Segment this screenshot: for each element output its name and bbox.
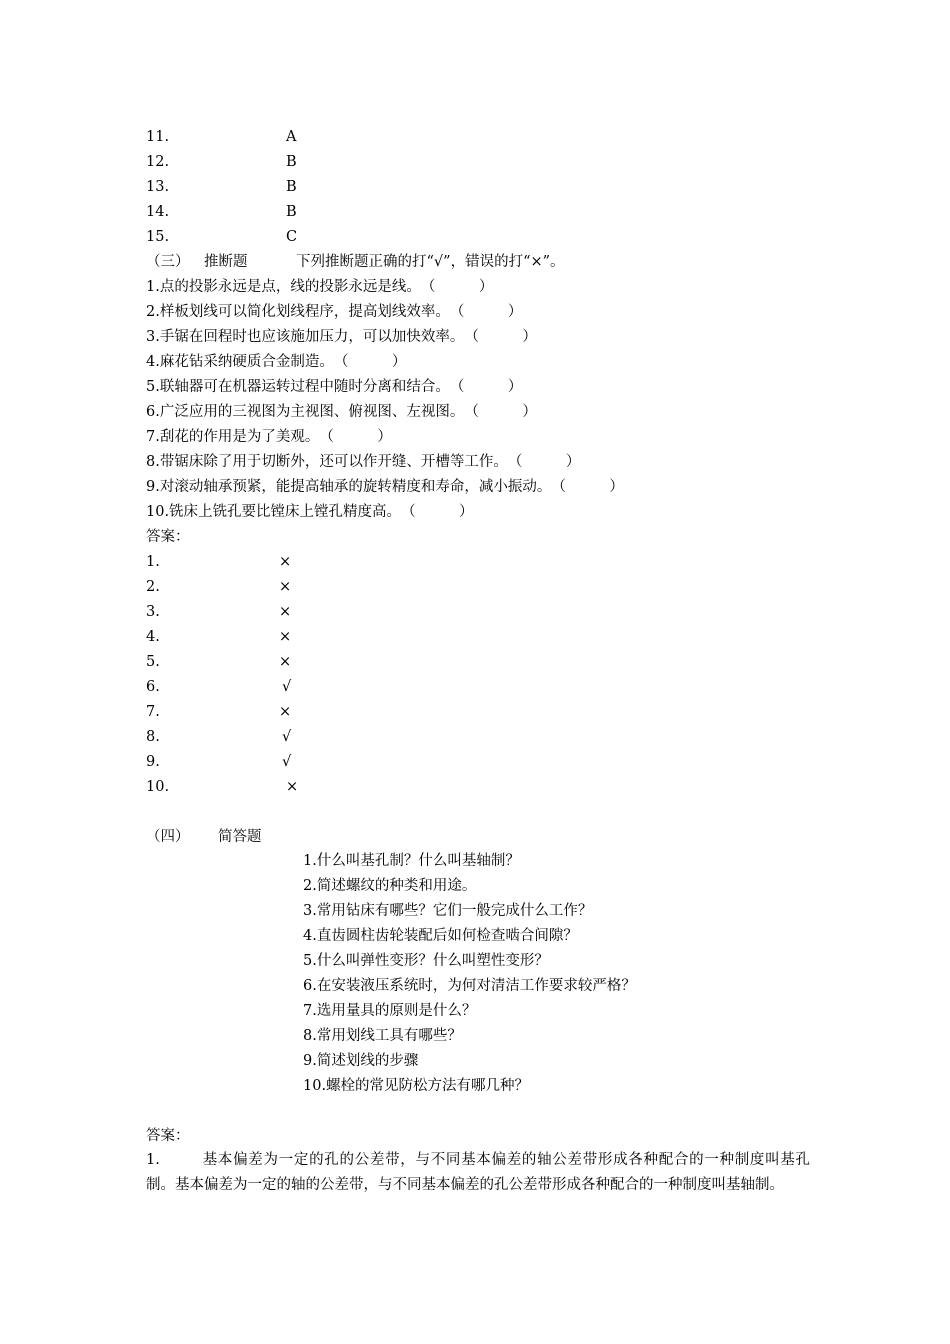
judge-answer-blank: （ ）	[401, 504, 474, 520]
judge-question	[146, 302, 522, 322]
section4-title: 简答题	[218, 829, 262, 845]
mc-answer-num: 11.	[146, 129, 170, 145]
judge-answer-blank: （ ）	[333, 354, 407, 370]
judge-answer-value: ×	[279, 654, 292, 670]
mc-answer-num: 15.	[146, 229, 170, 245]
mc-answer-value: C	[286, 229, 298, 245]
judge-answer-num: 6.	[146, 679, 160, 695]
judge-answer-num: 7.	[146, 704, 160, 720]
judge-answer-blank: （ ）	[464, 404, 537, 420]
section3-title: 推断题	[204, 254, 248, 270]
judge-answer-num: 2.	[146, 579, 160, 595]
judge-answer-num: 1.	[146, 554, 160, 570]
judge-question	[146, 427, 392, 447]
judge-question-text: 10.铣床上铣孔要比镗床上镗孔精度高。	[146, 504, 402, 520]
judge-question	[146, 452, 580, 472]
judge-answer-num: 8.	[146, 729, 160, 745]
short-answer-question: 5.什么叫弹性变形？什么叫塑性变形？	[303, 953, 549, 969]
judge-answer-value: ×	[286, 779, 299, 795]
mc-answer-value: A	[286, 129, 297, 145]
short-answer-question: 7.选用量具的原则是什么？	[303, 1003, 477, 1019]
judge-question-text: 3.手锯在回程时也应该施加压力，可以加快效率。	[146, 329, 465, 345]
judge-question-text: 8.带锯床除了用于切断外，还可以作开缝、开槽等工作。	[146, 454, 508, 470]
judge-question	[146, 477, 624, 497]
judge-answer-blank: （ ）	[551, 479, 624, 495]
judge-answer-num: 10.	[146, 779, 170, 795]
short-answer-1	[146, 1148, 810, 1198]
judge-question-text: 2.样板划线可以简化划线程序，提高划线效率。	[146, 304, 450, 320]
judge-answer-blank: （ ）	[319, 429, 392, 445]
short-answer-1-text: 基本偏差为一定的孔的公差带，与不同基本偏差的轴公差带形成各种配合的一种制度叫基孔制。基本偏差为一定的轴的公差带，与不同基本偏差的孔公差带形成各种配合的一种制度叫基轴制。	[146, 1152, 810, 1193]
judge-question-text: 5.联轴器可在机器运转过程中随时分离和结合。	[146, 379, 450, 395]
mc-answer-num: 13.	[146, 179, 170, 195]
judge-question-text: 7.刮花的作用是为了美观。	[146, 429, 320, 445]
short-answer-question: 4.直齿圆柱齿轮装配后如何检查啮合间隙？	[303, 928, 578, 944]
judge-answer-value: ×	[279, 554, 292, 570]
judge-answer-blank: （ ）	[449, 304, 523, 320]
judge-question-text: 6.广泛应用的三视图为主视图、俯视图、左视图。	[146, 404, 465, 420]
judge-question-text: 9.对滚动轴承预紧，能提高轴承的旋转精度和寿命，减小振动。	[146, 479, 552, 495]
judge-answer-blank: （ ）	[507, 454, 581, 470]
judge-answer-blank: （ ）	[420, 279, 494, 295]
section3-label: （三）	[146, 254, 190, 270]
judge-answer-blank: （ ）	[449, 379, 523, 395]
judge-question	[146, 327, 537, 347]
section4-label: （四）	[146, 829, 190, 845]
short-answer-question: 8.常用划线工具有哪些？	[303, 1028, 462, 1044]
short-answer-question: 9.简述划线的步骤	[303, 1053, 419, 1069]
judge-question	[146, 352, 406, 372]
judge-answer-blank: （ ）	[464, 329, 537, 345]
mc-answer-num: 12.	[146, 154, 170, 170]
judge-question-text: 4.麻花钻采纳硬质合金制造。	[146, 354, 334, 370]
mc-answer-num: 14.	[146, 204, 170, 220]
judge-question	[146, 377, 522, 397]
short-answer-question: 1.什么叫基孔制？什么叫基轴制？	[303, 853, 520, 869]
short-answer-1-num: 1.	[146, 1152, 160, 1168]
section3-answer-label: 答案：	[146, 529, 190, 545]
judge-question	[146, 502, 474, 522]
short-answer-question: 6.在安装液压系统时，为何对清洁工作要求较严格？	[303, 978, 636, 994]
short-answer-question: 3.常用钻床有哪些？它们一般完成什么工作？	[303, 903, 593, 919]
section4-answer-label: 答案：	[146, 1128, 190, 1144]
short-answer-question: 10.螺栓的常见防松方法有哪几种？	[303, 1078, 530, 1094]
section3-instruction: 下列推断题正确的打“√”，错误的打“×”。	[296, 254, 565, 270]
judge-answer-num: 9.	[146, 754, 160, 770]
judge-question	[146, 277, 493, 297]
judge-answer-value: √	[282, 729, 292, 745]
judge-question	[146, 402, 537, 422]
mc-answer-value: B	[286, 204, 297, 220]
judge-answer-num: 4.	[146, 629, 160, 645]
judge-answer-value: √	[282, 754, 292, 770]
short-answer-question: 2.简述螺纹的种类和用途。	[303, 878, 477, 894]
mc-answer-value: B	[286, 179, 297, 195]
judge-answer-num: 5.	[146, 654, 160, 670]
judge-answer-num: 3.	[146, 604, 160, 620]
judge-answer-value: ×	[279, 604, 292, 620]
mc-answer-value: B	[286, 154, 297, 170]
judge-answer-value: ×	[279, 579, 292, 595]
judge-question-text: 1.点的投影永远是点，线的投影永远是线。	[146, 279, 421, 295]
judge-answer-value: √	[282, 679, 292, 695]
judge-answer-value: ×	[279, 704, 292, 720]
judge-answer-value: ×	[279, 629, 292, 645]
